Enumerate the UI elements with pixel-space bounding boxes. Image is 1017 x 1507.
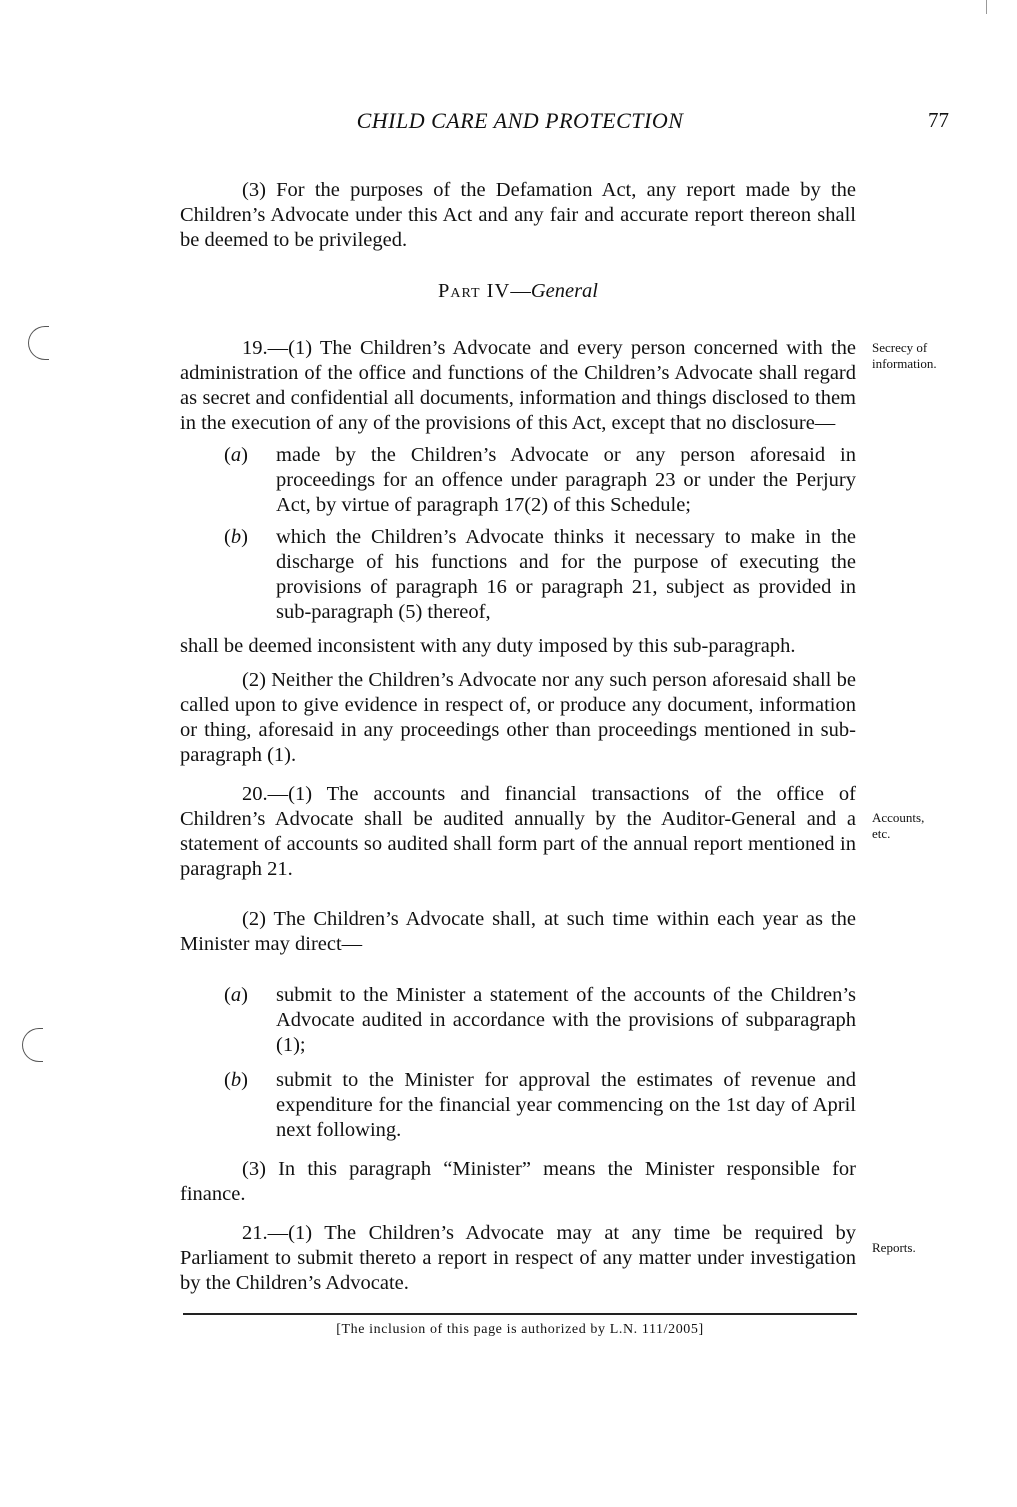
scan-artifact: [986, 0, 987, 14]
margin-note-secrecy: Secrecy of information.: [872, 340, 937, 371]
item-text: submit to the Minister a statement of the accounts of the Children’s Advocate audited in accordance with the provisions of subparagraph (1);: [276, 984, 856, 1056]
item-label: (a): [224, 984, 248, 1006]
item-label: (b): [224, 526, 248, 548]
section-19-closing: shall be deemed inconsistent with any duty imposed by this sub-paragraph.: [180, 635, 796, 657]
section-19-1: 19.—(1) The Children’s Advocate and every person concerned with the administration of the office and functions of the Children’s Advocate shall regard as secret and confidential all documents, information and things disclosed to them in the execution of any of the provisions of this Act, except that no disclosure—: [180, 337, 856, 434]
margin-note-reports: Reports.: [872, 1240, 916, 1255]
section-19-item-b: [180, 525, 856, 625]
section-20-2: (2) The Children’s Advocate shall, at such time within each year as the Minister may direct—: [180, 908, 856, 955]
part-title: General: [530, 280, 598, 302]
item-text: submit to the Minister for approval the estimates of revenue and expenditure for the financial year commencing on the 1st day of April next following.: [276, 1069, 856, 1141]
item-label: (a): [224, 444, 248, 466]
section-19-2: (2) Neither the Children’s Advocate nor any such person aforesaid shall be called upon to give evidence in respect of, or produce any document, information or thing, aforesaid in any proceedings other than proceedings mentioned in sub-paragraph (1).: [180, 669, 856, 766]
item-label: (b): [224, 1069, 248, 1091]
footer-authorization: [The inclusion of this page is authorized by L.N. 111/2005]: [336, 1322, 704, 1337]
section-20-1: 20.—(1) The accounts and financial transactions of the office of Children’s Advocate shall be audited annually by the Auditor-General and a statement of accounts so audited shall form part of the annual report mentioned in paragraph 21.: [180, 783, 856, 880]
item-text: which the Children’s Advocate thinks it necessary to make in the discharge of his functions and for the purpose of executing the provisions of paragraph 16 or paragraph 21, subject as provided in sub-paragraph (5) thereof,: [276, 526, 856, 623]
paragraph-18-3: (3) For the purposes of the Defamation Act, any report made by the Children’s Advocate under this Act and any fair and accurate report thereon shall be deemed to be privileged.: [180, 179, 856, 251]
margin-note-accounts: Accounts, etc.: [872, 810, 925, 841]
punch-hole-mark: [22, 1028, 43, 1062]
item-text: made by the Children’s Advocate or any person aforesaid in proceedings for an offence under paragraph 23 or under the Perjury Act, by virtue of paragraph 17(2) of this Schedule;: [276, 444, 856, 516]
section-21-1: 21.—(1) The Children’s Advocate may at any time be required by Parliament to submit thereto a report in respect of any matter under investigation by the Children’s Advocate.: [180, 1222, 856, 1294]
section-19-item-a: [180, 443, 856, 518]
part-heading: [180, 279, 856, 304]
part-label: Part IV: [437, 280, 511, 302]
page-number: 77: [928, 108, 949, 132]
section-20-3: (3) In this paragraph “Minister” means the Minister responsible for finance.: [180, 1158, 856, 1205]
document-body: [180, 178, 856, 1296]
section-20-item-a: [180, 983, 856, 1058]
punch-hole-mark: [28, 326, 49, 360]
footer-rule: [183, 1313, 857, 1315]
section-20-item-b: [180, 1068, 856, 1143]
running-header-title: CHILD CARE AND PROTECTION: [356, 108, 684, 133]
part-dash: —: [510, 280, 531, 302]
